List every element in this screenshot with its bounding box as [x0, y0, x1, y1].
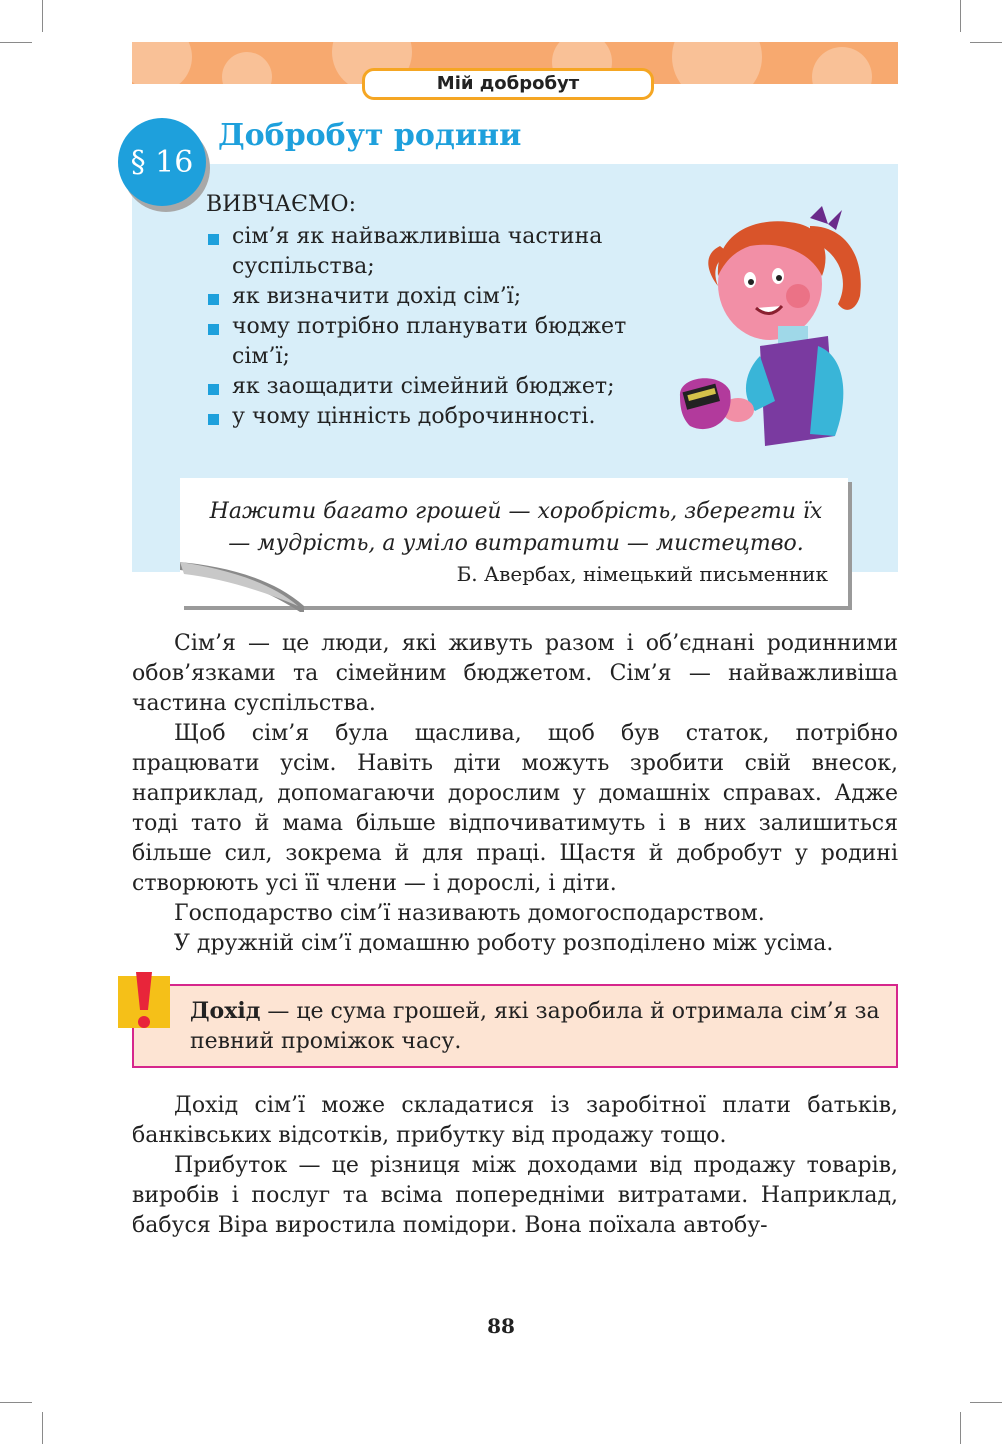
list-item: у чому цінність доброчинності.	[206, 402, 676, 432]
list-item: як заощадити сімейний бюджет;	[206, 372, 676, 402]
definition-text: Дохід — це сума грошей, які заробила й отримала сім’я за певний проміжок часу.	[190, 998, 880, 1054]
paragraph: У дружній сім’ї домашню роботу розподілено між усіма.	[174, 931, 834, 956]
paragraph: Сім’я — це люди, які живуть разом і об’єднані родинними обов’язками та сімейним бюджетом. Сім’я — найважливіша частина суспільства.	[132, 631, 898, 716]
section-label: Мій добробут	[362, 68, 654, 100]
body-text-top	[132, 629, 898, 959]
page-number: 88	[487, 1314, 515, 1338]
paragraph: Дохід сім’ї може складатися із заробітної плати батьків, банківських відсотків, прибутку від продажу тощо.	[132, 1093, 898, 1148]
paragraph-badge: § 16	[118, 118, 206, 206]
list-item: як визначити дохід сім’ї;	[206, 282, 676, 312]
study-heading: ВИВЧАЄМО:	[206, 192, 356, 217]
square-bullet-icon	[208, 414, 219, 425]
definition-term: Дохід	[190, 998, 261, 1024]
study-list	[206, 222, 676, 432]
crop-mark	[970, 42, 1002, 43]
page-curl-decoration	[180, 556, 310, 612]
girl-with-wallet-illustration	[660, 196, 890, 460]
crop-mark	[42, 0, 43, 32]
square-bullet-icon	[208, 324, 219, 335]
square-bullet-icon	[208, 294, 219, 305]
square-bullet-icon	[208, 234, 219, 245]
paragraph: Щоб сім’я була щаслива, щоб був статок, потрібно працювати усім. Навіть діти можуть зробити свій внесок, наприклад, допомагаючи дорослим у домашніх справах. Адже тоді тато й мама більше відпочиватимуть і в них залишиться більше сил, зокрема й для праці. Щастя й добробут у родині створюють усі її члени — і дорослі, і діти.	[132, 721, 898, 896]
list-item: сім’я як найважливіша частина суспільства;	[206, 222, 676, 282]
crop-mark	[0, 42, 32, 43]
crop-mark	[960, 1412, 961, 1444]
crop-mark	[0, 1402, 32, 1403]
paragraph: Прибуток — це різниця між доходами від продажу товарів, виробів і послуг та всіма попередніми витратами. Наприклад, бабуся Віра виростила помідори. Вона поїхала автобу-	[132, 1153, 898, 1238]
quote-author: Б. Авербах, німецький письменник	[456, 562, 828, 586]
list-item: чому потрібно планувати бюджет сім’ї;	[206, 312, 676, 372]
exclamation-icon	[118, 972, 170, 1032]
crop-mark	[42, 1412, 43, 1444]
body-text-bottom	[132, 1091, 898, 1241]
square-bullet-icon	[208, 384, 219, 395]
lesson-title: Добробут родини	[218, 118, 522, 153]
quote-text: Нажити багато грошей — хоробрість, зберегти їх — мудрість, а уміло витратити — мистецтво.	[209, 499, 823, 556]
crop-mark	[960, 0, 961, 32]
paragraph: Господарство сім’ї називають домогосподарством.	[174, 901, 765, 926]
crop-mark	[970, 1402, 1002, 1403]
